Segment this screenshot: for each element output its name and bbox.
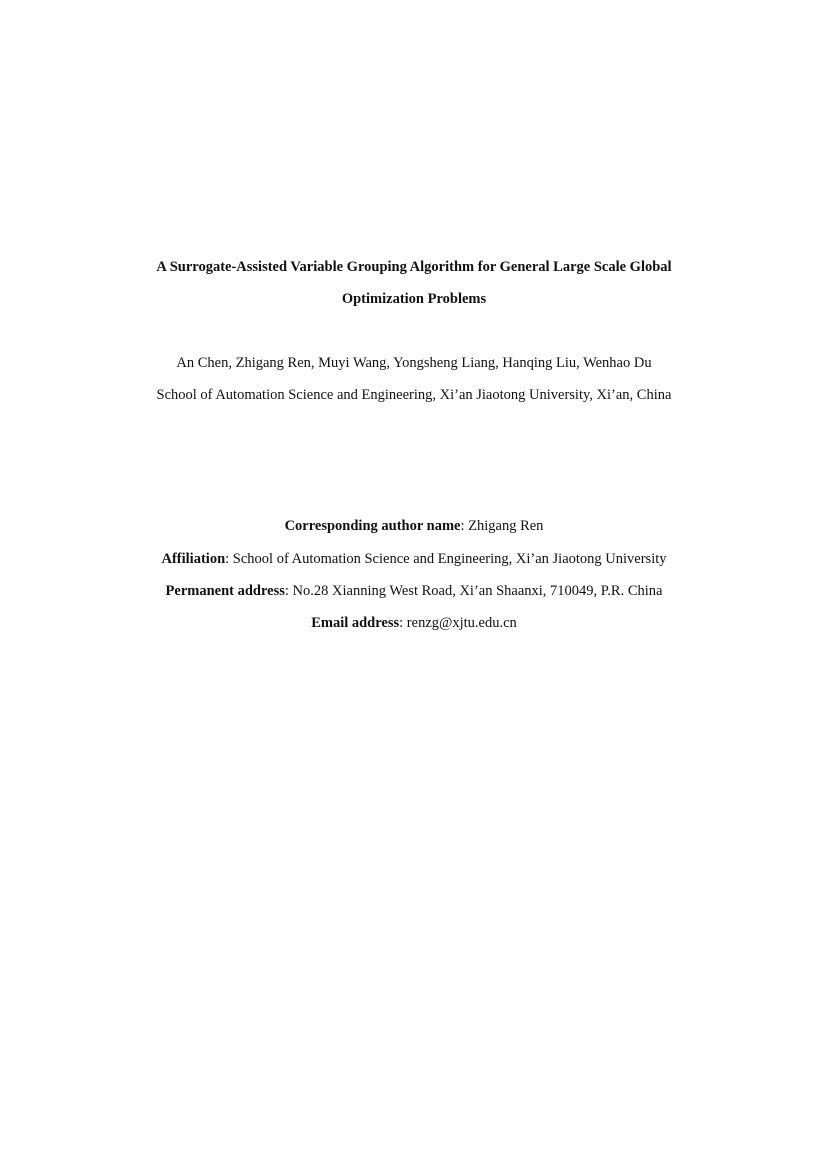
corresponding-author-label: Corresponding author name [284, 518, 461, 534]
affiliation-line [0, 550, 828, 568]
institution: School of Automation Science and Engineering, Xi’an Jiaotong University, Xi’an, China [156, 387, 672, 403]
email-label: Email address [311, 615, 400, 631]
corresponding-author-line [0, 517, 828, 535]
author-list: An Chen, Zhigang Ren, Muyi Wang, Yongsheng Liang, Hanqing Liu, Wenhao Du [176, 355, 652, 371]
permanent-address-label: Permanent address [165, 583, 285, 599]
paper-title-line-1: A Surrogate-Assisted Variable Grouping Algorithm for General Large Scale Global [156, 259, 672, 275]
permanent-address-line [0, 582, 828, 600]
corresponding-author-value: : Zhigang Ren [460, 518, 544, 534]
permanent-address-value: : No.28 Xianning West Road, Xi’an Shaanxi, 710049, P.R. China [284, 583, 663, 599]
affiliation-value: : School of Automation Science and Engineering, Xi’an Jiaotong University [225, 551, 667, 567]
email-line [0, 614, 828, 632]
affiliation-label: Affiliation [161, 551, 226, 567]
email-value: : renzg@xjtu.edu.cn [399, 615, 517, 631]
paper-title-line-2: Optimization Problems [341, 291, 487, 307]
